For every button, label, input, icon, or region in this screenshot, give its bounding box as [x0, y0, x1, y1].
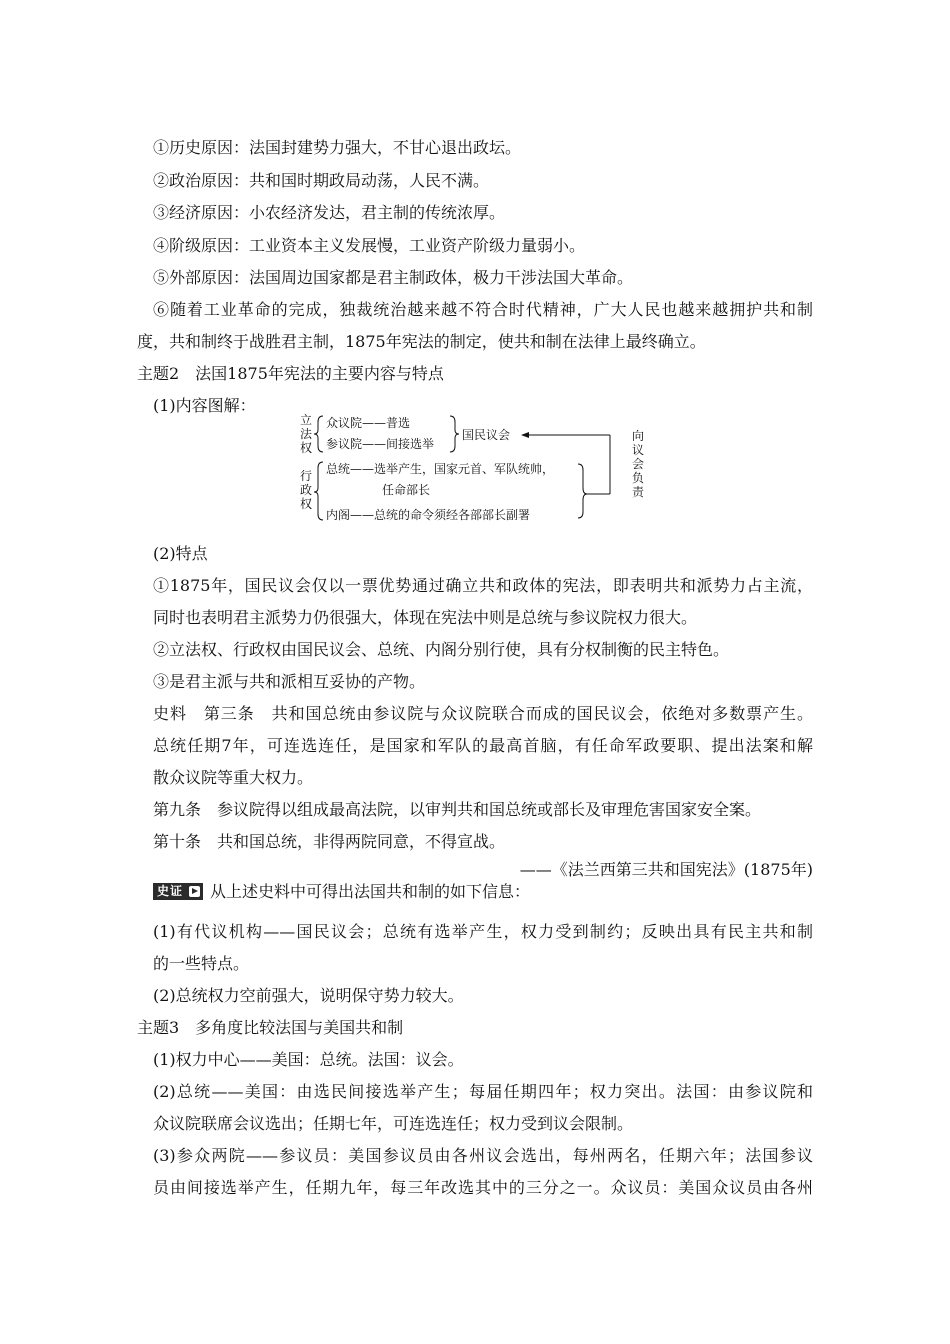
responsible-label — [632, 429, 645, 499]
constitution-diagram — [290, 410, 670, 528]
play-icon — [189, 886, 200, 897]
text-line: 度，共和制终于战胜君主制，1875年宪法的制定，使共和制在法律上最终确立。 — [137, 332, 706, 351]
executive-right-brace — [578, 464, 587, 518]
text-line: (1)权力中心——美国：总统。法国：议会。 — [153, 1050, 464, 1069]
text-line: ②政治原因：共和国时期政局动荡，人民不满。 — [153, 171, 490, 190]
executive-power-label — [300, 469, 312, 511]
cabinet-text: 内阁——总统的命令须经各部部长副署 — [326, 508, 531, 522]
source-citation: ——《法兰西第三共和国宪法》(1875年) — [519, 860, 813, 879]
text-line: ①1875年，国民议会仅以一票优势通过确立共和政体的宪法，即表明共和派势力占主流， — [153, 576, 813, 595]
text-line: 第十条 共和国总统，非得两院同意，不得宣战。 — [153, 832, 506, 851]
section-heading: 主题2 法国1875年宪法的主要内容与特点 — [137, 364, 444, 383]
executive-text: 行政权 — [300, 469, 313, 511]
text-line: 众议院联席会议选出；任期七年，可连选连任；权力受到议会限制。 — [153, 1114, 634, 1133]
badge-label: 史证 — [157, 884, 184, 898]
evidence-badge — [153, 883, 203, 900]
text-line: 的一些特点。 — [153, 954, 250, 973]
text-line: (2)总统权力空前强大，说明保守势力较大。 — [153, 986, 464, 1005]
text-line: 散众议院等重大权力。 — [153, 768, 314, 787]
text-line: (2)特点 — [153, 544, 208, 563]
legislative-text: 立法权 — [300, 413, 313, 455]
text-line: 同时也表明君主派势力仍很强大，体现在宪法中则是总统与参议院权力很大。 — [153, 608, 698, 627]
text-line: ⑤外部原因：法国周边国家都是君主制政体，极力干涉法国大革命。 — [153, 268, 634, 287]
senate-text: 参议院——间接选举 — [326, 437, 435, 451]
executive-brace — [314, 462, 323, 520]
text-line: ④阶级原因：工业资本主义发展慢，工业资产阶级力量弱小。 — [153, 236, 586, 255]
legislative-power-label — [300, 413, 313, 455]
text-line: 总统任期7年，可连选连任，是国家和军队的最高首脑，有任命军政要职、提出法案和解 — [153, 736, 813, 755]
text-line: (1)有代议机构——国民议会；总统有选举产生，权力受到制约；反映出具有民主共和制 — [153, 922, 813, 941]
text-line: (3)参众两院——参议员：美国参议员由各州议会选出，每州两名，任期六年；法国参议 — [153, 1146, 813, 1165]
text-line: 员由间接选举产生，任期九年，每三年改选其中的三分之一。众议员：美国众议员由各州 — [153, 1178, 813, 1197]
text-line: (1)内容图解： — [153, 396, 256, 415]
text-line: 史料 第三条 共和国总统由参议院与众议院联合而成的国民议会，依绝对多数票产生。 — [153, 704, 813, 723]
text-line: ①历史原因：法国封建势力强大，不甘心退出政坛。 — [153, 138, 522, 157]
text-line: ⑥随着工业革命的完成，独裁统治越来越不符合时代精神，广大人民也越来越拥护共和制 — [153, 300, 813, 319]
text-line: 第九条 参议院得以组成最高法院，以审判共和国总统或部长及审理危害国家安全案。 — [153, 800, 762, 819]
chamber-deputies-text: 众议院——普选 — [326, 416, 411, 430]
text-line: ③经济原因：小农经济发达，君主制的传统浓厚。 — [153, 203, 506, 222]
text-line: ③是君主派与共和派相互妥协的产物。 — [153, 672, 426, 691]
national-assembly-text: 国民议会 — [462, 428, 511, 442]
responsible-text: 向议会负责 — [632, 429, 645, 499]
text-line: ②立法权、行政权由国民议会、总统、内阁分别行使，具有分权制衡的民主特色。 — [153, 640, 730, 659]
president-text: 总统——选举产生，国家元首、军队统帅， — [326, 462, 555, 476]
text-line: 从上述史料中可得出法国共和制的如下信息： — [210, 882, 531, 901]
legislative-brace — [314, 416, 323, 452]
assembly-brace — [450, 416, 459, 452]
arrow-head — [521, 432, 529, 438]
section-heading: 主题3 多角度比较法国与美国共和制 — [137, 1018, 404, 1037]
president-cont-text: 任命部长 — [382, 483, 431, 497]
text-line: (2)总统——美国：由选民间接选举产生；每届任期四年；权力突出。法国：由参议院和 — [153, 1082, 813, 1101]
